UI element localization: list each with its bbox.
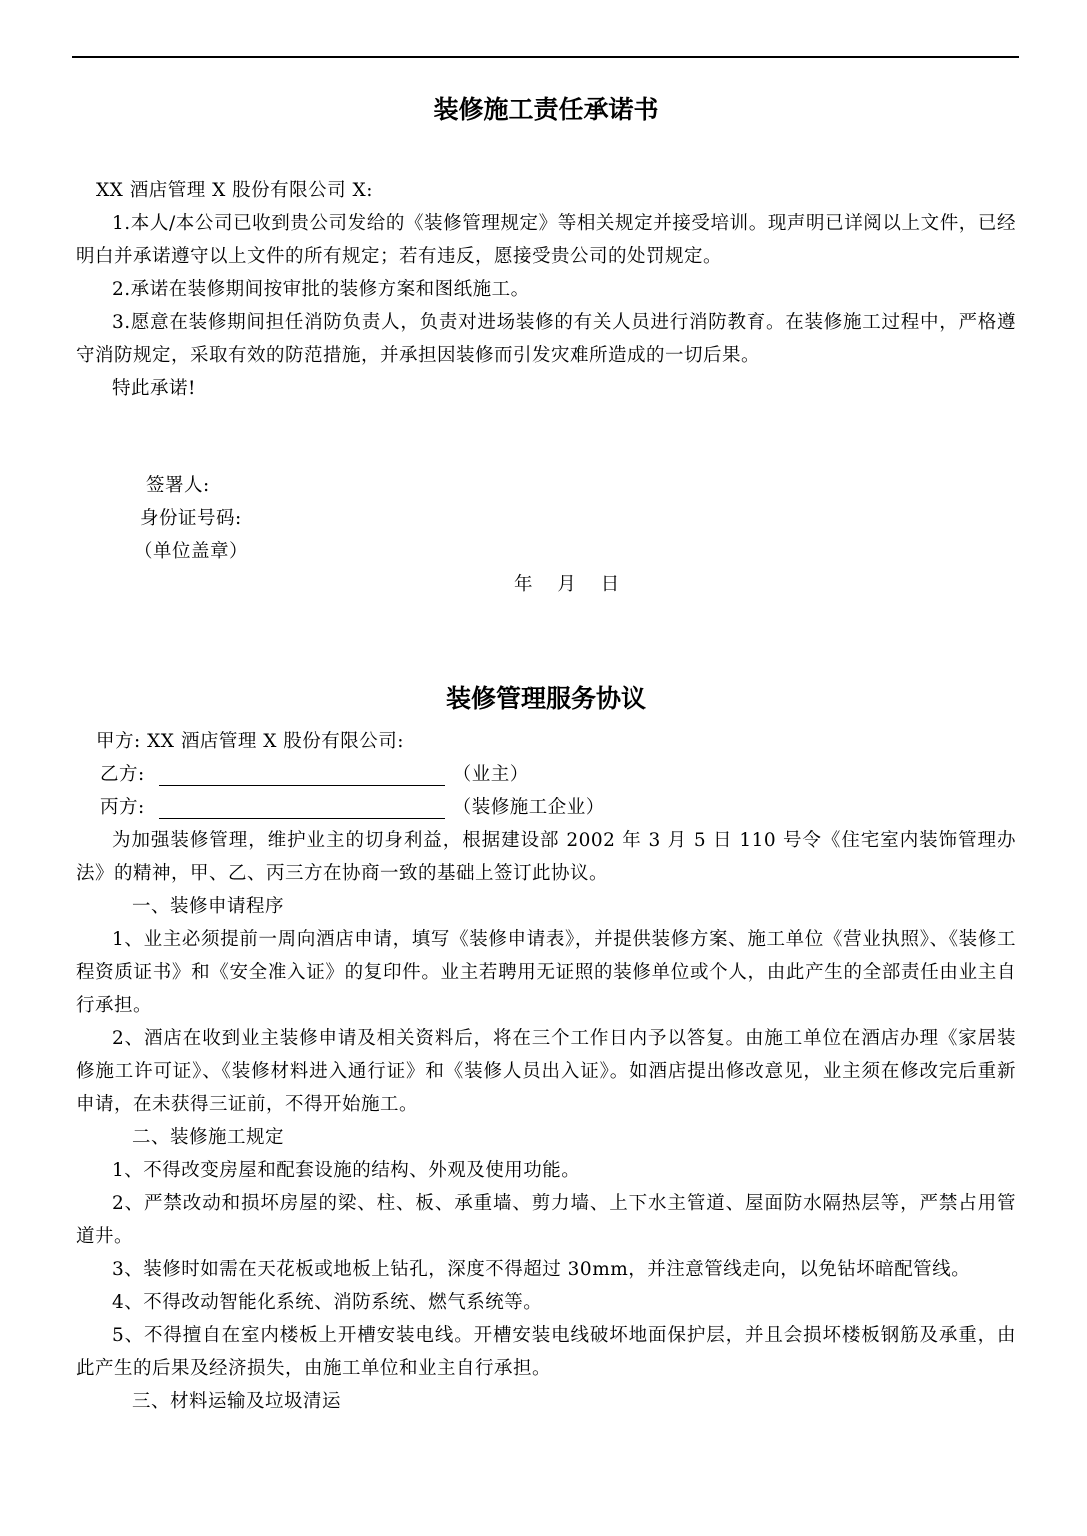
commitment-addressee: XX 酒店管理 X 股份有限公司 X: [96,180,373,201]
signature-spacer [76,405,1016,469]
section-1-title: 一、装修申请程序 [132,896,285,917]
party-c-row [76,791,1016,824]
commitment-closing: 特此承诺! [112,378,196,399]
section-2-title: 二、装修施工规定 [132,1127,285,1148]
commitment-item-1: 1.本人/本公司已收到贵公司发给的《装修管理规定》等相关规定并接受培训。现声明已详阅以上文件，已经明白并承诺遵守以上文件的所有规定；若有违反，愿接受贵公司的处罚规定。 [76,213,1016,267]
commitment-item-3: 3.愿意在装修期间担任消防负责人，负责对进场装修的有关人员进行消防教育。在装修施工过程中，严格遵守消防规定，采取有效的防范措施，并承担因装修而引发灾难所造成的一切后果。 [76,312,1016,366]
section-1-item-2: 2、酒店在收到业主装修申请及相关资料后，将在三个工作日内予以答复。由施工单位在酒店办理《家居装修施工许可证》、《装修材料进入通行证》和《装修人员出入证》。如酒店提出修改意见，业主须在修改完后重新申请，在未获得三证前，不得开始施工。 [76,1028,1016,1115]
section-3-title: 三、材料运输及垃圾清运 [132,1391,342,1412]
commitment-item-2: 2.承诺在装修期间按审批的装修方案和图纸施工。 [112,279,530,300]
document-page [76,90,1016,1418]
section-1-item-1: 1、业主必须提前一周向酒店申请，填写《装修申请表》，并提供装修方案、施工单位《营业执照》、《装修工程资质证书》和《安全准入证》的复印件。业主若聘用无证照的装修单位或个人，由此产生的全部责任由业主自行承担。 [76,929,1016,1016]
party-b-label: 乙方: [100,764,145,785]
section-2-item-2: 2、严禁改动和损坏房屋的梁、柱、板、承重墙、剪力墙、上下水主管道、屋面防水隔热层等，严禁占用管道井。 [76,1193,1016,1247]
party-b-role: （业主） [452,764,529,785]
commitment-title: 装修施工责任承诺书 [433,95,659,124]
agreement-intro: 为加强装修管理，维护业主的切身利益，根据建设部 2002 年 3 月 5 日 110 号令《住宅室内装饰管理办法》的精神，甲、乙、丙三方在协商一致的基础上签订此协议。 [76,830,1016,884]
party-c-role: （装修施工企业） [452,797,605,818]
agreement-title: 装修管理服务协议 [445,684,646,713]
seal-label: （单位盖章） [134,541,249,562]
id-number-label: 身份证号码: [140,508,242,529]
signer-label: 签署人: [146,475,210,496]
party-c-label: 丙方: [100,797,145,818]
party-c-blank[interactable] [159,794,445,819]
section-2-item-3: 3、装修时如需在天花板或地板上钻孔，深度不得超过 30mm，并注意管线走向，以免钻坏暗配管线。 [112,1259,971,1280]
section-2-item-4: 4、不得改动智能化系统、消防系统、燃气系统等。 [112,1292,543,1313]
section-2-item-1: 1、不得改变房屋和配套设施的结构、外观及使用功能。 [112,1160,581,1181]
party-b-row [76,758,1016,791]
party-b-blank[interactable] [159,761,445,786]
party-a: 甲方: XX 酒店管理 X 股份有限公司: [96,731,405,752]
section-2-item-5: 5、不得擅自在室内楼板上开槽安装电线。开槽安装电线破坏地面保护层，并且会损坏楼板钢筋及承重，由此产生的后果及经济损失，由施工单位和业主自行承担。 [76,1325,1016,1379]
date-label: 年 月 日 [514,574,620,595]
header-rule [72,56,1019,58]
